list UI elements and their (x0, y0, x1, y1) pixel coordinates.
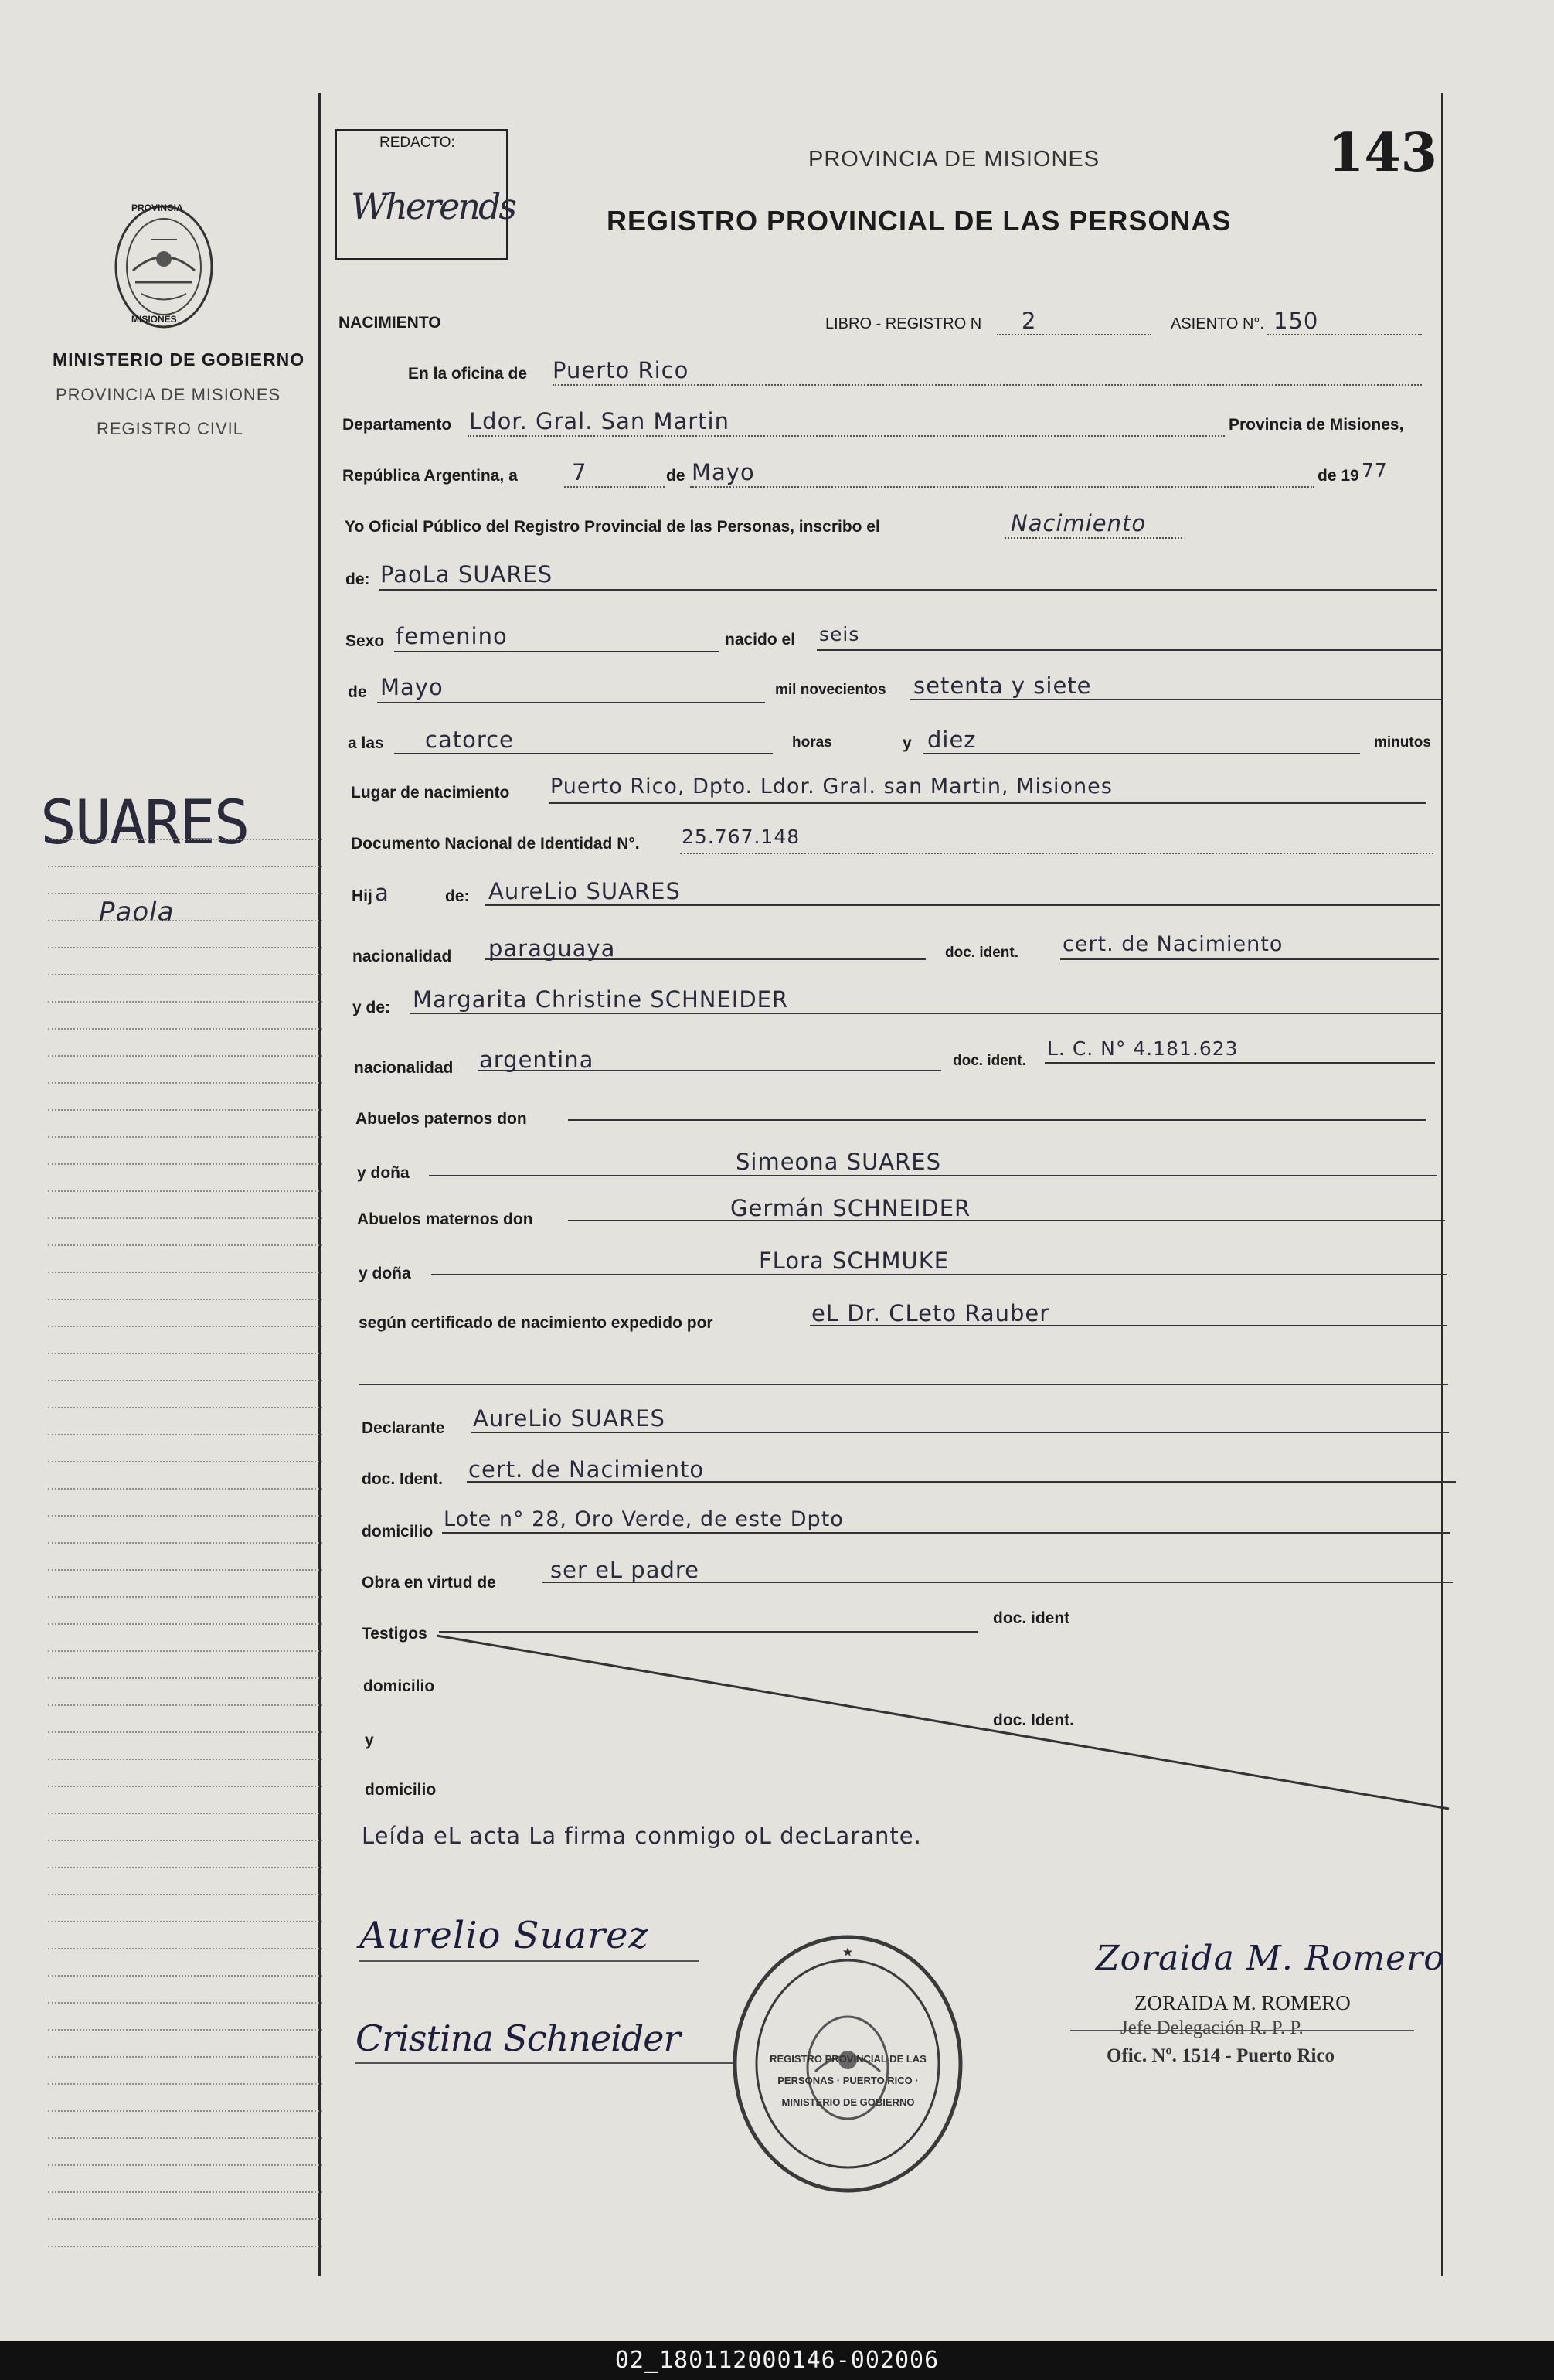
officer-signature: Zoraida M. Romero (1096, 1939, 1445, 1978)
mother-doc-label: doc. ident. (953, 1053, 1026, 1069)
born-day: seis (819, 623, 860, 645)
act-type: Nacimiento (1011, 510, 1147, 536)
svg-text:★: ★ (842, 1946, 853, 1958)
margin-index-line (48, 1596, 322, 1598)
margin-index-line (48, 1055, 322, 1057)
officer-name: ZORAIDA M. ROMERO (1134, 1991, 1351, 2014)
mother-name: Margarita Christine SCHNEIDER (413, 986, 789, 1013)
margin-surname: SUARES (40, 788, 249, 858)
republic-label: República Argentina, a (342, 467, 518, 485)
declarant-label: Declarante (362, 1419, 445, 1437)
department-value: Ldor. Gral. San Martin (469, 408, 729, 434)
maternal-dona: FLora SCHMUKE (759, 1248, 950, 1274)
paternal-dona-label: y doña (357, 1164, 410, 1182)
margin-index-line (48, 1894, 322, 1895)
date-de-label: de (666, 467, 685, 485)
margin-index-line (48, 2246, 322, 2247)
born-label: nacido el (725, 631, 796, 649)
born-month: Mayo (380, 674, 444, 700)
ministry-province: PROVINCIA DE MISIONES (56, 385, 281, 404)
document-line (680, 853, 1433, 854)
witness2-address-label: domicilio (365, 1781, 437, 1799)
mother-nationality: argentina (479, 1047, 594, 1073)
margin-index-line (48, 1190, 322, 1192)
born-day-line (817, 649, 1441, 651)
file-id: 02_180112000146-002006 (614, 2347, 940, 2374)
margin-index-line (48, 1082, 322, 1084)
document-value: 25.767.148 (682, 826, 801, 848)
witness-address-label: domicilio (363, 1677, 435, 1695)
thousand-label: mil novecientos (775, 682, 886, 698)
margin-index-line (48, 2218, 322, 2220)
father-doc-label: doc. ident. (945, 945, 1018, 961)
mother-doc-line (1045, 1062, 1435, 1064)
address-line (442, 1532, 1450, 1534)
department-line (468, 435, 1225, 437)
officer-office: Ofic. Nº. 1514 - Puerto Rico (1107, 2045, 1335, 2066)
margin-index-line (48, 1759, 322, 1760)
margin-index-line (48, 1272, 322, 1273)
margin-index-line (48, 1001, 322, 1003)
margin-index-line (48, 1840, 322, 1841)
margin-index-line (48, 1407, 322, 1408)
of-label: de: (345, 570, 370, 588)
date-day-line (564, 486, 665, 488)
year-label: de 19 (1318, 467, 1359, 485)
hour-value: catorce (425, 727, 514, 753)
margin-index-line (48, 1948, 322, 1949)
margin-index-line (48, 2137, 322, 2139)
paternal-don-line (568, 1119, 1426, 1121)
margin-index-line (48, 1434, 322, 1435)
mother-sign-line (355, 2062, 734, 2064)
paternal-dona-line (429, 1175, 1437, 1176)
child-suffix: a (375, 880, 389, 906)
minute-line (923, 753, 1360, 754)
father-nationality-label: nacionalidad (352, 948, 452, 965)
and-label: y (903, 734, 912, 752)
margin-index-line (48, 1731, 322, 1733)
header-registry: REGISTRO PROVINCIAL DE LAS PERSONAS (607, 205, 1232, 237)
margin-index-line (48, 2029, 322, 2031)
margin-index-line (48, 1217, 322, 1219)
born-month-line (377, 702, 765, 703)
birthplace-line (549, 802, 1426, 804)
minute-value: diez (927, 727, 977, 753)
margin-index-line (48, 1326, 322, 1327)
witness2-doc-label: doc. Ident. (993, 1711, 1074, 1729)
maternal-label: Abuelos maternos don (357, 1210, 533, 1228)
certificate-value: eL Dr. CLeto Rauber (811, 1300, 1050, 1326)
father-name: AureLio SUARES (488, 878, 681, 904)
margin-index-line (48, 1786, 322, 1787)
margin-index-line (48, 1867, 322, 1868)
ministry-title: MINISTERIO DE GOBIERNO (53, 349, 305, 369)
redacto-signature: Wherends (351, 186, 515, 227)
birthplace-label: Lugar de nacimiento (351, 784, 510, 802)
certificate-line-2 (359, 1384, 1448, 1385)
declarant-sign-line (359, 1960, 699, 1962)
margin-index-line (48, 1461, 322, 1462)
margin-index-line (48, 893, 322, 894)
declarant-line (471, 1432, 1449, 1433)
hours-label: horas (792, 734, 832, 751)
address-label: domicilio (362, 1523, 434, 1541)
mother-signature: Cristina Schneider (355, 2017, 680, 2059)
sex-line (394, 651, 719, 652)
sex-value: femenino (396, 623, 508, 649)
mother-line (410, 1013, 1443, 1014)
record-type-label: NACIMIENTO (338, 314, 441, 332)
margin-index-line (48, 1813, 322, 1814)
margin-index-line (48, 1921, 322, 1922)
margin-index-line (48, 1244, 322, 1246)
declarant-signature: Aurelio Suarez (359, 1914, 649, 1957)
father-doc: cert. de Nacimiento (1063, 932, 1284, 956)
margin-index-line (48, 1569, 322, 1571)
child-of-label: de: (445, 887, 470, 905)
act-type-line (1005, 537, 1182, 539)
official-stamp (730, 1932, 966, 2195)
witness-doc-label: doc. ident (993, 1609, 1070, 1627)
margin-index-line (48, 2110, 322, 2112)
margin-index-line (48, 839, 322, 840)
witness2-y-label: y (365, 1731, 374, 1749)
margin-index-line (48, 1623, 322, 1625)
maternal-dona-label: y doña (359, 1265, 411, 1282)
margin-index-line (48, 1488, 322, 1490)
declarant-value: AureLio SUARES (473, 1405, 665, 1432)
margin-index-line (48, 866, 322, 867)
redacto-label: REDACTO: (379, 134, 455, 151)
margin-index-line (48, 1163, 322, 1165)
page-number: 143 (1328, 122, 1437, 184)
date-day: 7 (572, 459, 587, 485)
margin-index-line (48, 920, 322, 921)
margin-index-line (48, 1109, 322, 1111)
at-label: a las (348, 734, 384, 752)
margin-index-line (48, 2164, 322, 2166)
certificate-label: según certificado de nacimiento expedido por (359, 1314, 713, 1332)
entry-label: ASIENTO N°. (1171, 315, 1264, 332)
office-line (553, 384, 1422, 386)
margin-index-line (48, 1975, 322, 1977)
address-value: Lote n° 28, Oro Verde, de este Dpto (444, 1507, 844, 1531)
child-label: Hij (352, 887, 372, 905)
closing-text: Leída eL acta La firma conmigo oL decLarante. (362, 1823, 922, 1849)
office-label: En la oficina de (408, 365, 528, 383)
sex-label: Sexo (345, 632, 385, 650)
born-de-label: de (348, 683, 367, 701)
book-value: 2 (1022, 308, 1037, 334)
father-doc-line (1060, 958, 1439, 960)
margin-index-line (48, 1380, 322, 1381)
year-value: 77 (1362, 459, 1388, 482)
minutes-label: minutos (1374, 734, 1431, 751)
entry-value: 150 (1273, 308, 1319, 334)
margin-index-line (48, 2056, 322, 2058)
book-label: LIBRO - REGISTRO N (825, 315, 982, 332)
redacto-box (335, 129, 515, 260)
margin-index-line (48, 947, 322, 948)
officer-text: Yo Oficial Público del Registro Provincial de las Personas, inscribo el (345, 518, 880, 536)
margin-given-name: Paola (99, 897, 175, 928)
margin-index-line (48, 1677, 322, 1679)
date-month-line (690, 486, 1314, 488)
margin-index-line (48, 1028, 322, 1030)
seal-top-text: PROVINCIA (131, 203, 183, 213)
father-nationality: paraguaya (488, 935, 616, 962)
header-province: PROVINCIA DE MISIONES (808, 147, 1100, 172)
acts-value: ser eL padre (550, 1557, 700, 1583)
document-label: Documento Nacional de Identidad N°. (351, 835, 640, 853)
ministry-office: REGISTRO CIVIL (97, 419, 244, 438)
maternal-don: Germán SCHNEIDER (730, 1195, 971, 1221)
name-line (379, 589, 1437, 591)
province-suffix: Provincia de Misiones, (1229, 416, 1404, 434)
department-label: Departamento (342, 416, 452, 434)
entry-line (1267, 334, 1422, 335)
book-line (997, 334, 1151, 335)
stamp-text: REGISTRO PROVINCIAL DE LAS PERSONAS · PUERTO RICO · MINISTERIO DE GOBIERNO (770, 2053, 927, 2108)
archive-id-bar (0, 2341, 1554, 2380)
born-year-words: setenta y siete (913, 672, 1092, 699)
witness-strike-line (433, 1629, 1453, 1815)
father-line (485, 904, 1440, 906)
maternal-don-line (568, 1220, 1445, 1221)
born-year-line (910, 699, 1441, 700)
date-month: Mayo (692, 459, 755, 485)
paternal-label: Abuelos paternos don (355, 1110, 527, 1128)
margin-index-line (48, 2083, 322, 2085)
mother-label: y de: (352, 999, 391, 1016)
margin-index-line (48, 1299, 322, 1300)
margin-index-line (48, 1650, 322, 1652)
margin-index-line (48, 2191, 322, 2193)
acts-label: Obra en virtud de (362, 1574, 496, 1592)
margin-index-line (48, 2002, 322, 2004)
office-value: Puerto Rico (553, 357, 689, 383)
declarant-doc: cert. de Nacimiento (468, 1456, 705, 1483)
margin-index-line (48, 974, 322, 975)
officer-title: Jefe Delegación R. P. P. (1120, 2017, 1304, 2038)
margin-index-line (48, 1704, 322, 1706)
maternal-dona-line (431, 1274, 1447, 1275)
seal-bottom-text: MISIONES (131, 314, 177, 325)
birthplace-value: Puerto Rico, Dpto. Ldor. Gral. san Martin, Misiones (550, 775, 1113, 798)
witnesses-label: Testigos (362, 1625, 427, 1643)
declarant-doc-label: doc. Ident. (362, 1470, 443, 1488)
margin-index-line (48, 1515, 322, 1517)
hour-line (394, 753, 773, 754)
name-value: PaoLa SUARES (380, 561, 553, 587)
mother-nationality-label: nacionalidad (354, 1059, 454, 1077)
margin-index-line (48, 1542, 322, 1544)
paternal-dona: Simeona SUARES (736, 1149, 942, 1175)
margin-index-line (48, 1136, 322, 1138)
margin-index-line (48, 1353, 322, 1354)
mother-doc: L. C. N° 4.181.623 (1047, 1037, 1239, 1060)
